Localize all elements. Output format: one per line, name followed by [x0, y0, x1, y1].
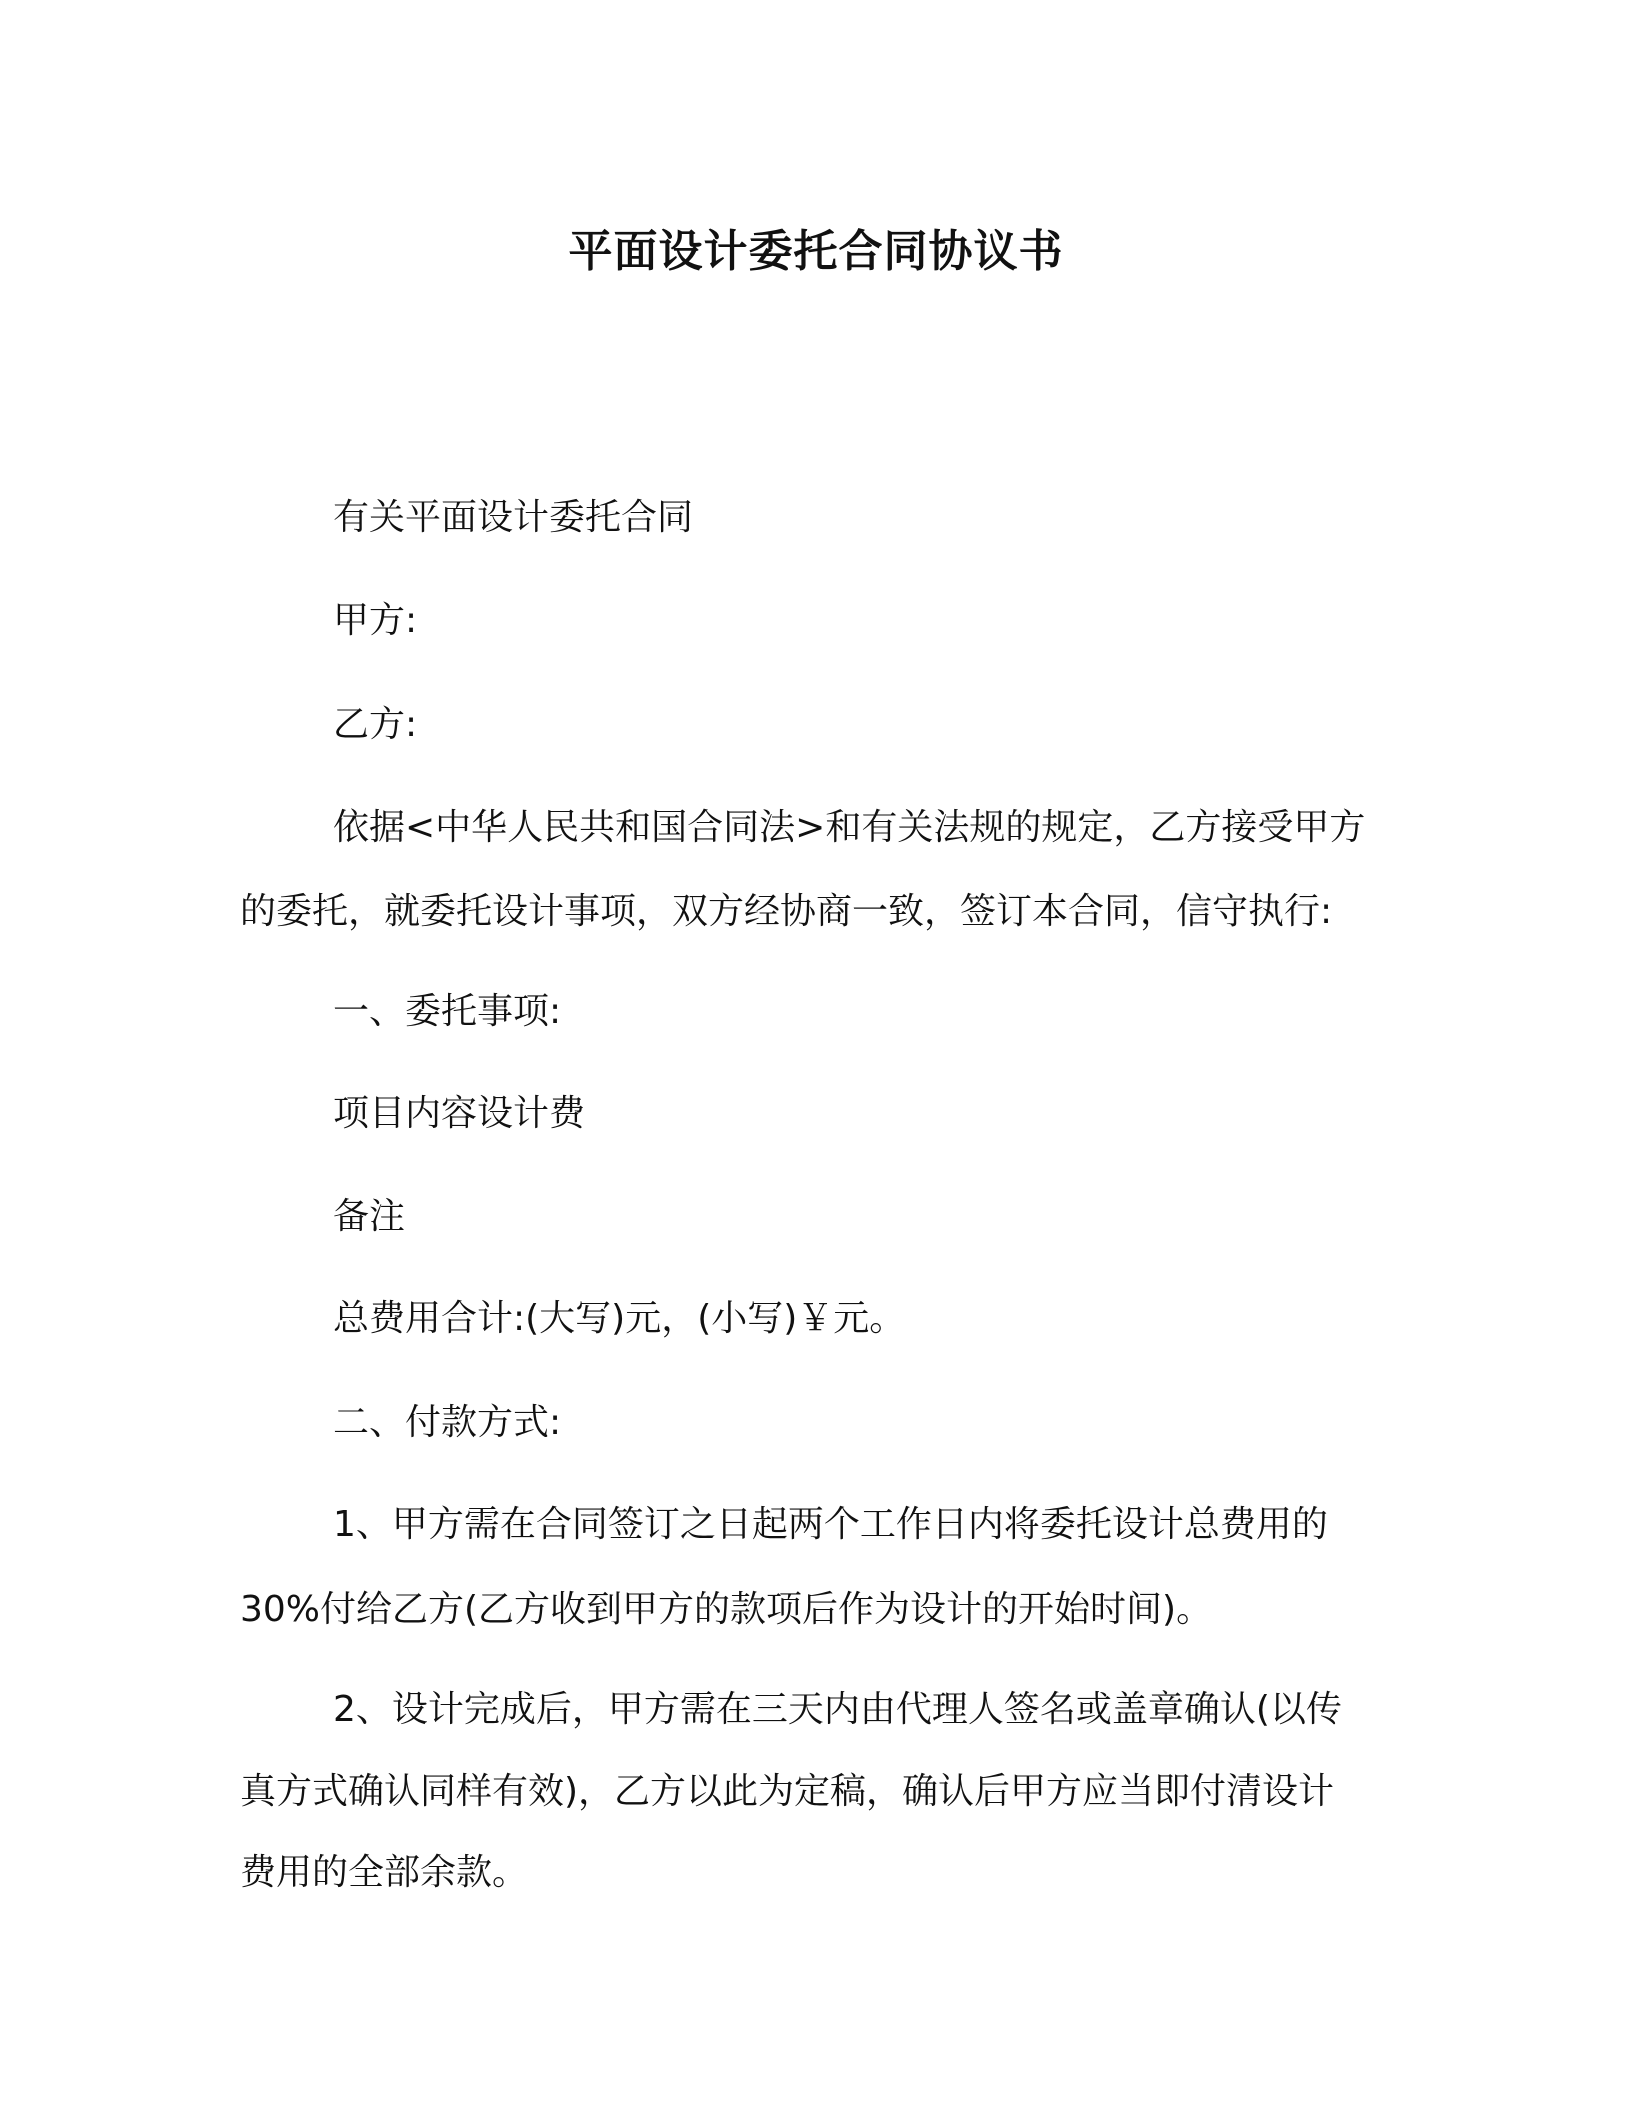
- clause-1-line-2: 30%付给乙方(乙方收到甲方的款项后作为设计的开始时间)。: [240, 1589, 1213, 1630]
- document-title: 平面设计委托合同协议书: [568, 226, 1064, 277]
- remark-line: 备注: [333, 1196, 406, 1237]
- clause-2-line-2: 真方式确认同样有效)，乙方以此为定稿，确认后甲方应当即付清设计: [240, 1771, 1335, 1812]
- clause-2-line-1: 2、设计完成后，甲方需在三天内由代理人签名或盖章确认(以传: [333, 1689, 1342, 1730]
- preamble-line-2: 的委托，就委托设计事项，双方经协商一致，签订本合同，信守执行:: [240, 891, 1333, 932]
- contract-subtitle: 有关平面设计委托合同: [333, 497, 694, 538]
- total-fee-line: 总费用合计:(大写)元，(小写)￥元。: [333, 1298, 906, 1339]
- party-a-line: 甲方:: [333, 600, 418, 641]
- item-content-line: 项目内容设计费: [333, 1093, 586, 1134]
- section-2-heading: 二、付款方式:: [333, 1402, 562, 1443]
- clause-1-line-1: 1、甲方需在合同签订之日起两个工作日内将委托设计总费用的: [333, 1504, 1328, 1545]
- party-b-line: 乙方:: [333, 704, 418, 745]
- clause-2-line-3: 费用的全部余款。: [240, 1852, 529, 1893]
- preamble-line-1: 依据<中华人民共和国合同法>和有关法规的规定，乙方接受甲方: [333, 807, 1366, 848]
- section-1-heading: 一、委托事项:: [333, 991, 562, 1032]
